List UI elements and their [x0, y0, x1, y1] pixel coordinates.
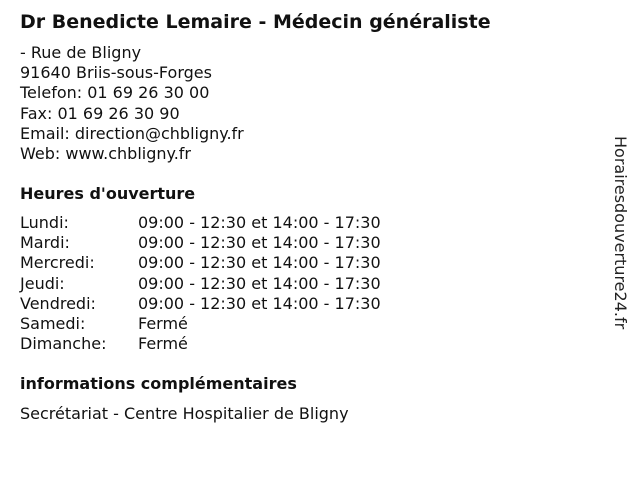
day-hours: 09:00 - 12:30 et 14:00 - 17:30 [138, 213, 381, 232]
day-hours: 09:00 - 12:30 et 14:00 - 17:30 [138, 233, 381, 253]
hours-row-jeudi [20, 274, 381, 294]
email-link[interactable]: direction@chbligny.fr [74, 123, 244, 143]
hours-row-mercredi [20, 253, 381, 273]
phone-number: Telefon: 01 69 26 30 00 [20, 83, 210, 103]
city-postcode: 91640 Briis-sous-Forges [20, 63, 212, 83]
day-hours: 09:00 - 12:30 et 14:00 - 17:30 [138, 293, 381, 313]
day-hours: Fermé [138, 334, 188, 354]
email-line [20, 124, 244, 144]
day-label: Samedi: [20, 314, 86, 334]
day-label: Jeudi: [20, 273, 65, 293]
day-hours: 09:00 - 12:30 et 14:00 - 17:30 [138, 273, 381, 293]
day-label: Dimanche: [20, 334, 107, 354]
day-hours: 09:00 - 12:30 et 14:00 - 17:30 [138, 253, 381, 273]
hours-row-lundi [20, 213, 381, 233]
web-label: Web: [20, 143, 66, 163]
email-label: Email: [20, 123, 75, 143]
hours-row-dimanche [20, 334, 381, 354]
additional-info-text: Secrétariat - Centre Hospitalier de Bligny [20, 404, 349, 423]
fax-number: Fax: 01 69 26 30 90 [20, 103, 180, 123]
opening-hours-table [20, 213, 381, 354]
website-link[interactable]: www.chbligny.fr [65, 143, 191, 163]
additional-info-heading: informations complémentaires [20, 374, 297, 393]
contact-block [20, 43, 244, 164]
hours-row-samedi [20, 314, 381, 334]
hours-row-vendredi [20, 294, 381, 314]
page-title: Dr Benedicte Lemaire - Médecin généraliste [20, 11, 491, 33]
day-label: Lundi: [20, 213, 69, 232]
day-label: Mercredi: [20, 253, 95, 273]
street-address: - Rue de Bligny [20, 43, 142, 62]
hours-row-mardi [20, 233, 381, 253]
opening-hours-heading: Heures d'ouverture [20, 184, 196, 203]
day-label: Mardi: [20, 233, 70, 253]
web-line [20, 144, 244, 164]
day-label: Vendredi: [20, 293, 96, 313]
day-hours: Fermé [138, 314, 188, 334]
site-watermark: Horairesdouverture24.fr [611, 136, 630, 330]
